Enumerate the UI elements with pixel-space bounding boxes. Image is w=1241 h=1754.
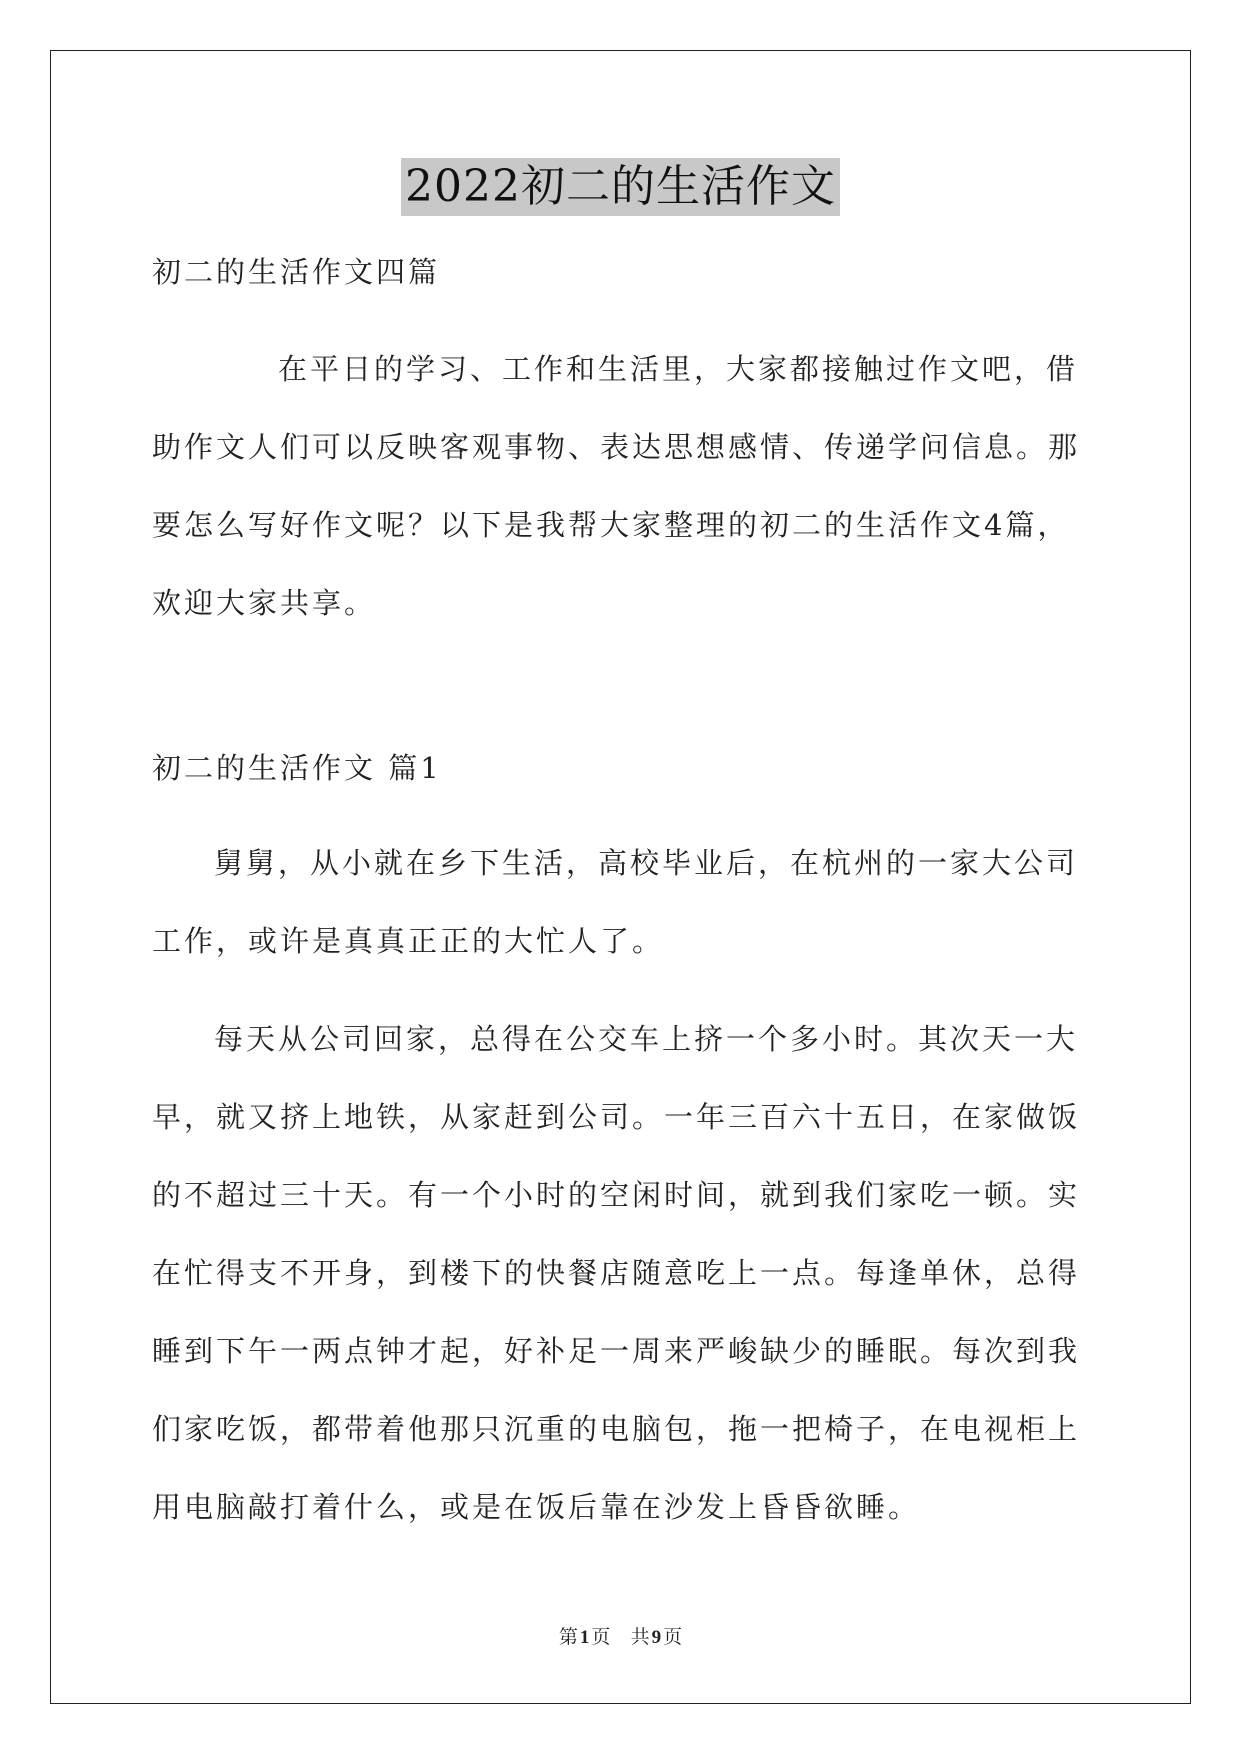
page-footer (0, 1622, 1241, 1649)
footer-total-suffix: 页 (663, 1626, 683, 1648)
body-paragraph-2: 每天从公司回家，总得在公交车上挤一个多小时。其次天一大早，就又挤上地铁，从家赶到公司。一年三百六十五日，在家做饭的不超过三十天。有一个小时的空闲时间，就到我们家吃一顿。实在忙得支不开身，到楼下的快餐店随意吃上一点。每逢单休，总得睡到下午一两点钟才起，好补足一周来严峻缺少的睡眠。每次到我们家吃饭，都带着他那只沉重的电脑包，拖一把椅子，在电视柜上用电脑敲打着什么，或是在饭后靠在沙发上昏昏欲睡。 (152, 1022, 1081, 1524)
title-container (0, 158, 1241, 216)
footer-page-total: 9 (651, 1627, 662, 1648)
document-title: 2022初二的生活作文 (401, 158, 840, 216)
footer-page-current: 1 (579, 1627, 590, 1648)
section-heading: 初二的生活作文 篇1 (152, 751, 442, 785)
intro-paragraph: 在平日的学习、工作和生活里，大家都接触过作文吧，借助作文人们可以反映客观事物、表达思想感情、传递学问信息。那要怎么写好作文呢？以下是我帮大家整理的初二的生活作文4篇，欢迎大家共享。 (152, 352, 1081, 620)
footer-page-prefix: 第 (558, 1626, 578, 1648)
document-subtitle: 初二的生活作文四篇 (152, 255, 441, 289)
footer-total-prefix: 共 (630, 1626, 650, 1648)
body-paragraph-1: 舅舅，从小就在乡下生活，高校毕业后，在杭州的一家大公司工作，或许是真真正正的大忙人了。 (152, 846, 1079, 958)
footer-page-suffix: 页 (591, 1626, 611, 1648)
